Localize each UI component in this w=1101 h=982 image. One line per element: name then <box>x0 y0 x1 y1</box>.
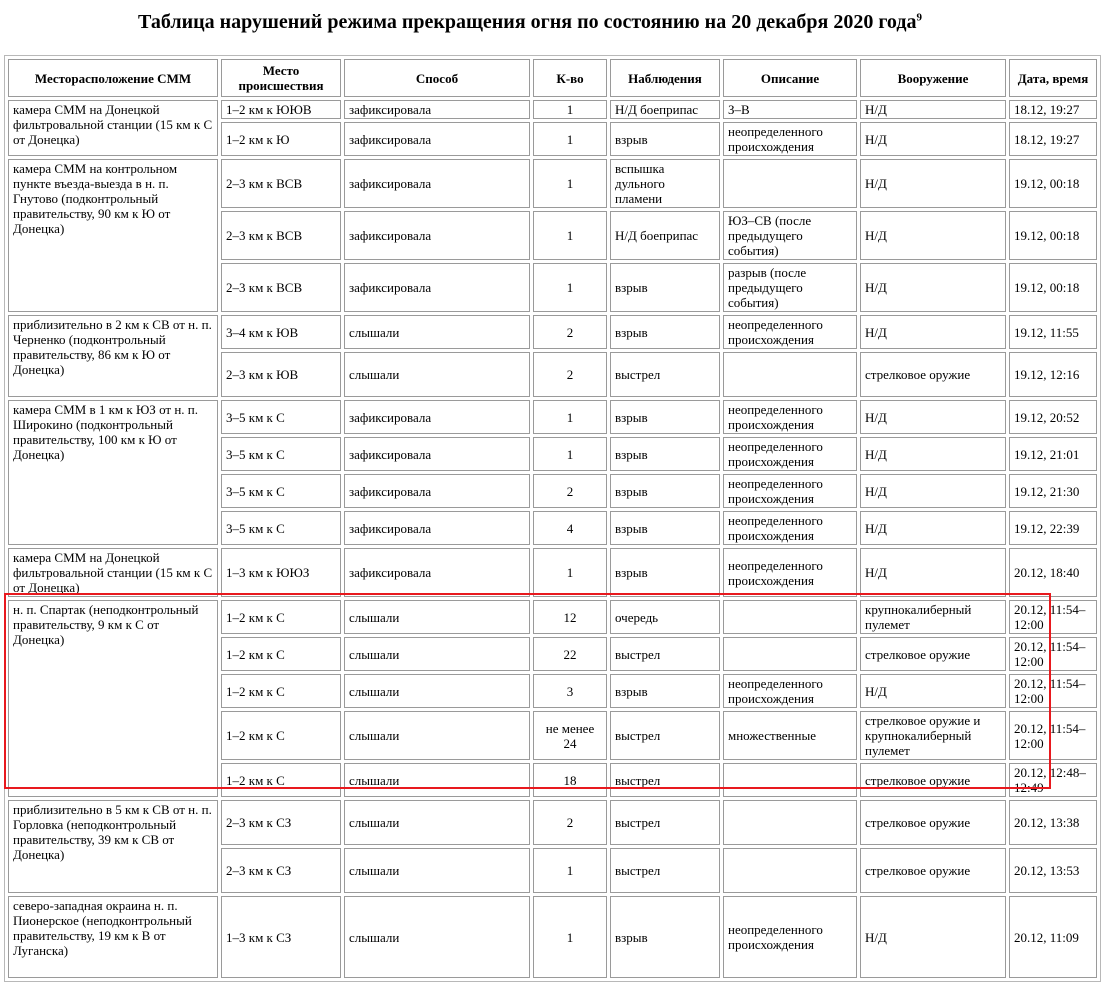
weapon-cell: Н/Д <box>860 548 1006 597</box>
count-cell: 2 <box>533 352 607 397</box>
datetime-cell: 18.12, 19:27 <box>1009 100 1097 119</box>
count-cell: 1 <box>533 548 607 597</box>
header-observation: Наблюдения <box>610 59 720 97</box>
observation-cell: взрыв <box>610 548 720 597</box>
observation-cell: взрыв <box>610 437 720 471</box>
table-row <box>8 400 1097 434</box>
location-cell: камера СММ на Донецкой фильтровальной станции (15 км к С от Донецка) <box>8 548 218 597</box>
weapon-cell: Н/Д <box>860 122 1006 156</box>
description-cell: неопределенного происхождения <box>723 674 857 708</box>
table-row <box>8 896 1097 978</box>
datetime-cell: 19.12, 22:39 <box>1009 511 1097 545</box>
weapon-cell: стрелковое оружие <box>860 848 1006 893</box>
place-cell: 2–3 км к ВСВ <box>221 159 341 208</box>
observation-cell: очередь <box>610 600 720 634</box>
weapon-cell: Н/Д <box>860 511 1006 545</box>
datetime-cell: 19.12, 12:16 <box>1009 352 1097 397</box>
count-cell: 22 <box>533 637 607 671</box>
weapon-cell: стрелковое оружие <box>860 763 1006 797</box>
header-datetime: Дата, время <box>1009 59 1097 97</box>
description-cell: множественные <box>723 711 857 760</box>
header-description: Описание <box>723 59 857 97</box>
place-cell: 1–2 км к С <box>221 711 341 760</box>
method-cell: слышали <box>344 896 530 978</box>
place-cell: 2–3 км к ЮВ <box>221 352 341 397</box>
weapon-cell: Н/Д <box>860 896 1006 978</box>
datetime-cell: 19.12, 00:18 <box>1009 263 1097 312</box>
method-cell: слышали <box>344 800 530 845</box>
table-body <box>8 100 1097 978</box>
datetime-cell: 19.12, 21:30 <box>1009 474 1097 508</box>
location-cell: н. п. Спартак (неподконтрольный правительству, 9 км к С от Донецка) <box>8 600 218 797</box>
method-cell: зафиксировала <box>344 548 530 597</box>
datetime-cell: 20.12, 11:54–12:00 <box>1009 600 1097 634</box>
count-cell: 1 <box>533 211 607 260</box>
count-cell: 1 <box>533 122 607 156</box>
weapon-cell: Н/Д <box>860 159 1006 208</box>
count-cell: 1 <box>533 437 607 471</box>
method-cell: слышали <box>344 600 530 634</box>
method-cell: зафиксировала <box>344 100 530 119</box>
datetime-cell: 20.12, 11:54–12:00 <box>1009 674 1097 708</box>
description-cell <box>723 800 857 845</box>
observation-cell: Н/Д боеприпас <box>610 211 720 260</box>
datetime-cell: 20.12, 11:09 <box>1009 896 1097 978</box>
method-cell: зафиксировала <box>344 159 530 208</box>
weapon-cell: стрелковое оружие и крупнокалиберный пулемет <box>860 711 1006 760</box>
weapon-cell: стрелковое оружие <box>860 637 1006 671</box>
count-cell: 1 <box>533 159 607 208</box>
place-cell: 1–3 км к СЗ <box>221 896 341 978</box>
location-cell: камера СММ в 1 км к ЮЗ от н. п. Широкино (подконтрольный правительству, 100 км к Ю от Донецка) <box>8 400 218 545</box>
count-cell: 1 <box>533 848 607 893</box>
observation-cell: выстрел <box>610 711 720 760</box>
method-cell: зафиксировала <box>344 511 530 545</box>
method-cell: зафиксировала <box>344 263 530 312</box>
location-cell: приблизительно в 2 км к СВ от н. п. Черненко (подконтрольный правительству, 86 км к Ю от Донецка) <box>8 315 218 397</box>
description-cell: неопределенного происхождения <box>723 122 857 156</box>
observation-cell: взрыв <box>610 315 720 349</box>
method-cell: слышали <box>344 848 530 893</box>
header-location: Месторасположение СММ <box>8 59 218 97</box>
place-cell: 3–5 км к С <box>221 437 341 471</box>
observation-cell: Н/Д боеприпас <box>610 100 720 119</box>
count-cell: 1 <box>533 400 607 434</box>
description-cell: неопределенного происхождения <box>723 474 857 508</box>
place-cell: 1–3 км к ЮЮЗ <box>221 548 341 597</box>
weapon-cell: Н/Д <box>860 474 1006 508</box>
method-cell: зафиксировала <box>344 437 530 471</box>
table-row <box>8 100 1097 119</box>
description-cell <box>723 848 857 893</box>
method-cell: слышали <box>344 763 530 797</box>
weapon-cell: стрелковое оружие <box>860 800 1006 845</box>
description-cell: неопределенного происхождения <box>723 437 857 471</box>
description-cell: разрыв (после предыдущего события) <box>723 263 857 312</box>
datetime-cell: 19.12, 11:55 <box>1009 315 1097 349</box>
weapon-cell: Н/Д <box>860 437 1006 471</box>
header-place: Место происшествия <box>221 59 341 97</box>
header-method: Способ <box>344 59 530 97</box>
description-cell: З–В <box>723 100 857 119</box>
description-cell: неопределенного происхождения <box>723 511 857 545</box>
method-cell: зафиксировала <box>344 122 530 156</box>
weapon-cell: Н/Д <box>860 211 1006 260</box>
method-cell: зафиксировала <box>344 400 530 434</box>
datetime-cell: 20.12, 11:54–12:00 <box>1009 711 1097 760</box>
place-cell: 3–5 км к С <box>221 474 341 508</box>
observation-cell: взрыв <box>610 511 720 545</box>
count-cell: 2 <box>533 474 607 508</box>
weapon-cell: стрелковое оружие <box>860 352 1006 397</box>
description-cell: неопределенного происхождения <box>723 548 857 597</box>
count-cell: 4 <box>533 511 607 545</box>
header-count: К-во <box>533 59 607 97</box>
table-row <box>8 548 1097 597</box>
place-cell: 1–2 км к ЮЮВ <box>221 100 341 119</box>
count-cell: 1 <box>533 263 607 312</box>
description-cell: неопределенного происхождения <box>723 896 857 978</box>
violations-table-wrapper <box>4 55 1089 982</box>
table-row <box>8 159 1097 208</box>
table-row <box>8 315 1097 349</box>
description-cell: ЮЗ–СВ (после предыдущего события) <box>723 211 857 260</box>
header-weapon: Вооружение <box>860 59 1006 97</box>
place-cell: 2–3 км к ВСВ <box>221 211 341 260</box>
observation-cell: выстрел <box>610 763 720 797</box>
header-row <box>8 59 1097 97</box>
observation-cell: взрыв <box>610 474 720 508</box>
violations-table <box>4 55 1101 982</box>
place-cell: 3–5 км к С <box>221 511 341 545</box>
place-cell: 1–2 км к С <box>221 600 341 634</box>
weapon-cell: крупнокалиберный пулемет <box>860 600 1006 634</box>
method-cell: слышали <box>344 674 530 708</box>
observation-cell: выстрел <box>610 352 720 397</box>
table-row <box>8 600 1097 634</box>
title-text: Таблица нарушений режима прекращения огня по состоянию на 20 декабря 2020 года <box>138 11 917 33</box>
count-cell: 2 <box>533 315 607 349</box>
place-cell: 2–3 км к ВСВ <box>221 263 341 312</box>
datetime-cell: 20.12, 18:40 <box>1009 548 1097 597</box>
footnote-mark: 9 <box>916 11 922 24</box>
description-cell: неопределенного происхождения <box>723 400 857 434</box>
datetime-cell: 19.12, 21:01 <box>1009 437 1097 471</box>
datetime-cell: 18.12, 19:27 <box>1009 122 1097 156</box>
table-header <box>8 59 1097 97</box>
observation-cell: взрыв <box>610 896 720 978</box>
weapon-cell: Н/Д <box>860 263 1006 312</box>
datetime-cell: 20.12, 12:48–12:49 <box>1009 763 1097 797</box>
method-cell: слышали <box>344 637 530 671</box>
count-cell: 2 <box>533 800 607 845</box>
weapon-cell: Н/Д <box>860 100 1006 119</box>
location-cell: камера СММ на контрольном пункте въезда-выезда в н. п. Гнутово (подконтрольный правительству, 90 км к Ю от Донецка) <box>8 159 218 312</box>
weapon-cell: Н/Д <box>860 674 1006 708</box>
method-cell: слышали <box>344 711 530 760</box>
weapon-cell: Н/Д <box>860 400 1006 434</box>
observation-cell: выстрел <box>610 848 720 893</box>
datetime-cell: 19.12, 00:18 <box>1009 211 1097 260</box>
count-cell: 12 <box>533 600 607 634</box>
location-cell: северо-западная окраина н. п. Пионерское (неподконтрольный правительству, 19 км к В от Луганска) <box>8 896 218 978</box>
count-cell: 18 <box>533 763 607 797</box>
page-title <box>0 10 1060 34</box>
method-cell: зафиксировала <box>344 474 530 508</box>
description-cell <box>723 352 857 397</box>
location-cell: приблизительно в 5 км к СВ от н. п. Горловка (неподконтрольный правительству, 39 км к СВ от Донецка) <box>8 800 218 893</box>
place-cell: 3–4 км к ЮВ <box>221 315 341 349</box>
count-cell: 3 <box>533 674 607 708</box>
datetime-cell: 20.12, 11:54–12:00 <box>1009 637 1097 671</box>
description-cell: неопределенного происхождения <box>723 315 857 349</box>
observation-cell: выстрел <box>610 637 720 671</box>
method-cell: зафиксировала <box>344 211 530 260</box>
datetime-cell: 20.12, 13:38 <box>1009 800 1097 845</box>
observation-cell: выстрел <box>610 800 720 845</box>
place-cell: 1–2 км к С <box>221 763 341 797</box>
observation-cell: взрыв <box>610 122 720 156</box>
place-cell: 2–3 км к СЗ <box>221 800 341 845</box>
description-cell <box>723 763 857 797</box>
count-cell: не менее 24 <box>533 711 607 760</box>
place-cell: 3–5 км к С <box>221 400 341 434</box>
place-cell: 1–2 км к С <box>221 674 341 708</box>
table-row <box>8 800 1097 845</box>
description-cell <box>723 159 857 208</box>
observation-cell: взрыв <box>610 674 720 708</box>
method-cell: слышали <box>344 352 530 397</box>
location-cell: камера СММ на Донецкой фильтровальной станции (15 км к С от Донецка) <box>8 100 218 156</box>
observation-cell: вспышка дульного пламени <box>610 159 720 208</box>
method-cell: слышали <box>344 315 530 349</box>
observation-cell: взрыв <box>610 400 720 434</box>
place-cell: 1–2 км к Ю <box>221 122 341 156</box>
description-cell <box>723 637 857 671</box>
place-cell: 2–3 км к СЗ <box>221 848 341 893</box>
datetime-cell: 20.12, 13:53 <box>1009 848 1097 893</box>
description-cell <box>723 600 857 634</box>
weapon-cell: Н/Д <box>860 315 1006 349</box>
place-cell: 1–2 км к С <box>221 637 341 671</box>
count-cell: 1 <box>533 100 607 119</box>
count-cell: 1 <box>533 896 607 978</box>
datetime-cell: 19.12, 00:18 <box>1009 159 1097 208</box>
datetime-cell: 19.12, 20:52 <box>1009 400 1097 434</box>
observation-cell: взрыв <box>610 263 720 312</box>
